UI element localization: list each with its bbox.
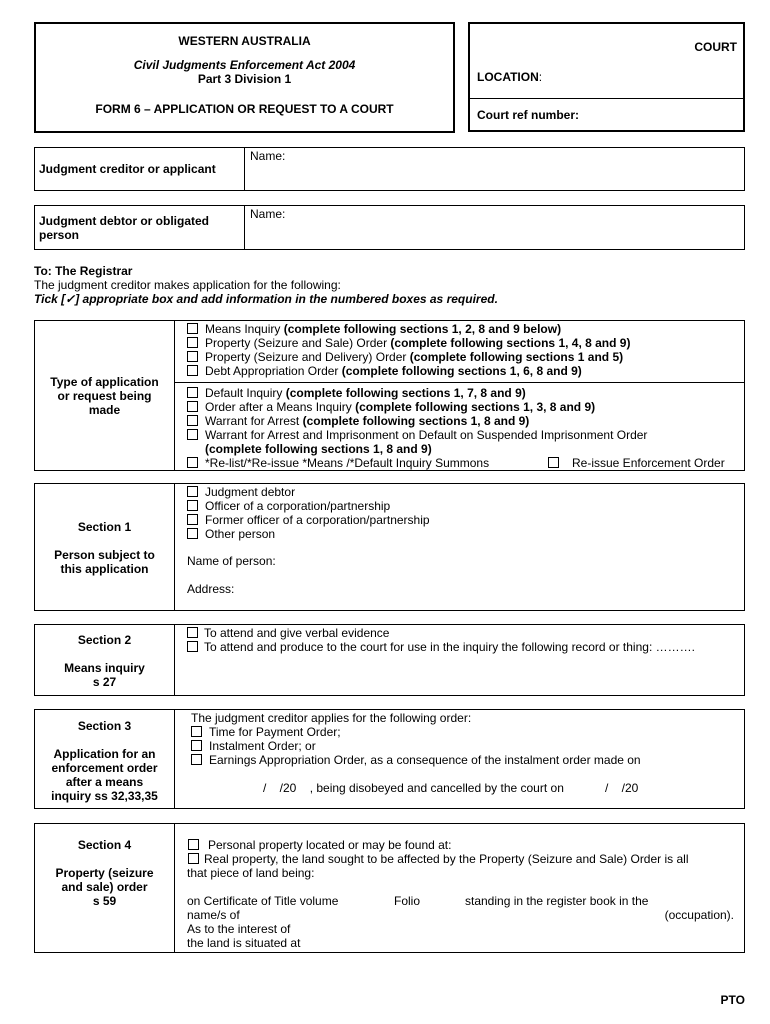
checkbox[interactable]: [187, 351, 198, 362]
section2-subtitle-line2: s 27: [92, 675, 117, 689]
register-book-text: standing in the register book in the: [465, 894, 649, 908]
act-title: Civil Judgments Enforcement Act 2004: [133, 58, 356, 72]
name-of-person-label: Name of person:: [187, 554, 276, 568]
type-of-application-box: [34, 320, 745, 471]
date-line-a: / /20 , being disobeyed and cancelled by the court on: [263, 781, 564, 795]
option-officer[interactable]: [187, 499, 430, 513]
option-text: Default Inquiry: [205, 386, 286, 400]
option-order-after-means-inquiry[interactable]: [187, 400, 647, 414]
option-note: (complete following sections 1, 6, 8 and 9): [341, 364, 582, 378]
tick-prefix: Tick [: [34, 292, 66, 306]
option-text: Other person: [205, 527, 276, 541]
type-label-line1: Type of application: [50, 375, 159, 389]
option-warrant-arrest[interactable]: [187, 414, 647, 428]
section2-subtitle-line1: Means inquiry: [64, 661, 145, 675]
option-warrant-arrest-imprisonment[interactable]: [187, 428, 647, 442]
court-divider: [470, 98, 743, 99]
names-label: name/s of: [187, 908, 240, 922]
checkbox[interactable]: [187, 387, 198, 398]
option-earnings-appropriation[interactable]: [191, 753, 641, 767]
option-note: (complete following sections 1, 4, 8 and 9): [390, 336, 631, 350]
section1-subtitle-line1: Person subject to: [54, 548, 155, 562]
court-ref-label: Court ref number:: [477, 108, 579, 122]
option-text: Personal property located or may be found at:: [208, 838, 452, 852]
option-time-for-payment[interactable]: [191, 725, 641, 739]
type-divider: [174, 321, 175, 470]
option-text: To attend and produce to the court for use in the inquiry the following record or thing: ……….: [204, 640, 695, 654]
option-text: Re-issue Enforcement Order: [572, 456, 725, 470]
section3-box: [34, 709, 745, 809]
creditor-divider: [244, 148, 245, 190]
option-text: Warrant for Arrest and Imprisonment on Default on Suspended Imprisonment Order: [205, 428, 648, 442]
section1-divider: [174, 484, 175, 610]
checkbox[interactable]: [187, 500, 198, 511]
option-text: Property (Seizure and Sale) Order: [205, 336, 391, 350]
intro-line: The judgment creditor makes application for the following:: [34, 278, 341, 292]
certificate-of-title: on Certificate of Title volume: [187, 894, 339, 908]
checkbox[interactable]: [187, 457, 198, 468]
type-group-divider: [174, 382, 744, 383]
checkbox[interactable]: [187, 514, 198, 525]
pto-label: PTO: [720, 993, 745, 1007]
checkbox[interactable]: [191, 740, 202, 751]
option-former-officer[interactable]: [187, 513, 430, 527]
section2-options: [187, 626, 695, 654]
tick-instruction: [34, 292, 498, 306]
checkbox[interactable]: [188, 839, 199, 850]
option-text: To attend and give verbal evidence: [204, 626, 390, 640]
option-text: Officer of a corporation/partnership: [205, 499, 391, 513]
option-text: *Re-list/*Re-issue *Means /*Default Inquiry Summons: [205, 456, 490, 470]
type-label: [35, 375, 174, 417]
option-text: Instalment Order; or: [209, 739, 316, 753]
type-label-line2: or request being: [57, 389, 152, 403]
section3-title: Section 3: [77, 719, 132, 733]
section1-subtitle: [35, 548, 174, 576]
option-judgment-debtor[interactable]: [187, 485, 430, 499]
section4-subtitle-line1: Property (seizure: [55, 866, 154, 880]
option-text: Warrant for Arrest: [205, 414, 303, 428]
tick-suffix: ] appropriate box and add information in the numbered boxes as required.: [75, 292, 498, 306]
debtor-label-line1: Judgment debtor or obligated: [39, 214, 209, 228]
option-attend-produce[interactable]: [187, 640, 695, 654]
section3-subtitle-line3: after a means: [65, 775, 144, 789]
to-registrar: To: The Registrar: [34, 264, 133, 278]
section1-box: [34, 483, 745, 611]
check-mark-icon: ✓: [65, 292, 76, 306]
section4-box: [34, 823, 745, 953]
situated-label: the land is situated at: [187, 936, 301, 950]
checkbox[interactable]: [187, 415, 198, 426]
section3-subtitle-line2: enforcement order: [51, 761, 158, 775]
option-debt-appropriation[interactable]: [187, 364, 630, 378]
checkbox[interactable]: [191, 726, 202, 737]
form-header-box: [34, 22, 455, 133]
option-text: Means Inquiry: [205, 322, 284, 336]
section3-subtitle-line4: inquiry ss 32,33,35: [51, 789, 158, 803]
section3-options: [191, 725, 641, 767]
section4-subtitle-line2: and sale) order: [61, 880, 148, 894]
debtor-label-line2: person: [39, 228, 80, 242]
date-line-b: / /20: [605, 781, 639, 795]
option-text: Former officer of a corporation/partnership: [205, 513, 430, 527]
option-personal-property[interactable]: [187, 838, 451, 852]
debtor-row: [34, 205, 745, 250]
option-property-seizure-sale[interactable]: [187, 336, 630, 350]
option-text: Debt Appropriation Order: [205, 364, 342, 378]
checkbox[interactable]: [187, 641, 198, 652]
section4-divider: [174, 824, 175, 952]
section2-divider: [174, 625, 175, 695]
option-property-seizure-delivery[interactable]: [187, 350, 630, 364]
checkbox[interactable]: [187, 528, 198, 539]
checkbox[interactable]: [187, 627, 198, 638]
section3-intro: The judgment creditor applies for the following order:: [191, 711, 472, 725]
form-title: FORM 6 – APPLICATION OR REQUEST TO A COURT: [95, 102, 394, 116]
option-text: Earnings Appropriation Order, as a consequence of the instalment order made on: [209, 753, 641, 767]
option-relist[interactable]: [187, 456, 489, 470]
option-instalment[interactable]: [191, 739, 641, 753]
option-other-person[interactable]: [187, 527, 430, 541]
option-note: (complete following sections 1, 2, 8 and 9 below): [283, 322, 562, 336]
option-text: Real property, the land sought to be affected by the Property (Seizure and Sale) Order is all: [204, 852, 689, 866]
checkbox[interactable]: [548, 457, 559, 468]
type-label-line3: made: [88, 403, 121, 417]
creditor-row: [34, 147, 745, 191]
option-default-inquiry[interactable]: [187, 386, 647, 400]
option-text: Time for Payment Order;: [209, 725, 341, 739]
location-label: LOCATION: [477, 70, 539, 84]
part-title: Part 3 Division 1: [197, 72, 292, 86]
section2-box: [34, 624, 745, 696]
debtor-name-label: Name:: [250, 207, 286, 221]
checkbox[interactable]: [187, 429, 198, 440]
interest-label: As to the interest of: [187, 922, 291, 936]
option-note: (complete following sections 1 and 5): [409, 350, 624, 364]
real-property-continuation: that piece of land being:: [187, 866, 315, 880]
option-text: Order after a Means Inquiry: [205, 400, 356, 414]
debtor-divider: [244, 206, 245, 249]
section2-subtitle: [35, 661, 174, 689]
type-group2: [187, 386, 647, 456]
checkbox[interactable]: [187, 323, 198, 334]
section4-subtitle: [35, 866, 174, 908]
address-label: Address:: [187, 582, 235, 596]
occupation-label: (occupation).: [664, 908, 734, 922]
court-box: [468, 22, 745, 132]
creditor-name-label: Name:: [250, 149, 286, 163]
section3-subtitle-line1: Application for an: [53, 747, 156, 761]
option-text: Judgment debtor: [205, 485, 296, 499]
option-continuation: (complete following sections 1, 8 and 9): [205, 442, 432, 456]
section1-subtitle-line2: this application: [60, 562, 149, 576]
location-line: [477, 70, 542, 84]
checkbox[interactable]: [191, 754, 202, 765]
section4-subtitle-line3: s 59: [92, 894, 117, 908]
checkbox[interactable]: [188, 853, 199, 864]
type-group1: [187, 322, 630, 378]
checkbox[interactable]: [187, 365, 198, 376]
option-real-property[interactable]: [187, 852, 689, 866]
state-title: WESTERN AUSTRALIA: [178, 34, 311, 48]
option-attend-verbal[interactable]: [187, 626, 695, 640]
option-text: Property (Seizure and Delivery) Order: [205, 350, 410, 364]
option-means-inquiry[interactable]: [187, 322, 630, 336]
option-reissue[interactable]: [548, 456, 725, 470]
section2-title: Section 2: [77, 633, 132, 647]
section1-title: Section 1: [77, 520, 132, 534]
court-label: COURT: [694, 40, 737, 54]
section4-title: Section 4: [77, 838, 132, 852]
checkbox[interactable]: [187, 337, 198, 348]
checkbox[interactable]: [187, 486, 198, 497]
folio-label: Folio: [394, 894, 421, 908]
location-colon: :: [538, 70, 543, 84]
option-note: (complete following sections 1, 8 and 9): [302, 414, 530, 428]
section3-subtitle: [35, 747, 174, 803]
option-note: (complete following sections 1, 7, 8 and 9): [285, 386, 526, 400]
section1-options: [187, 485, 430, 541]
option-note: (complete following sections 1, 3, 8 and 9): [355, 400, 596, 414]
section3-divider: [174, 710, 175, 808]
creditor-label: Judgment creditor or applicant: [39, 162, 216, 176]
checkbox[interactable]: [187, 401, 198, 412]
